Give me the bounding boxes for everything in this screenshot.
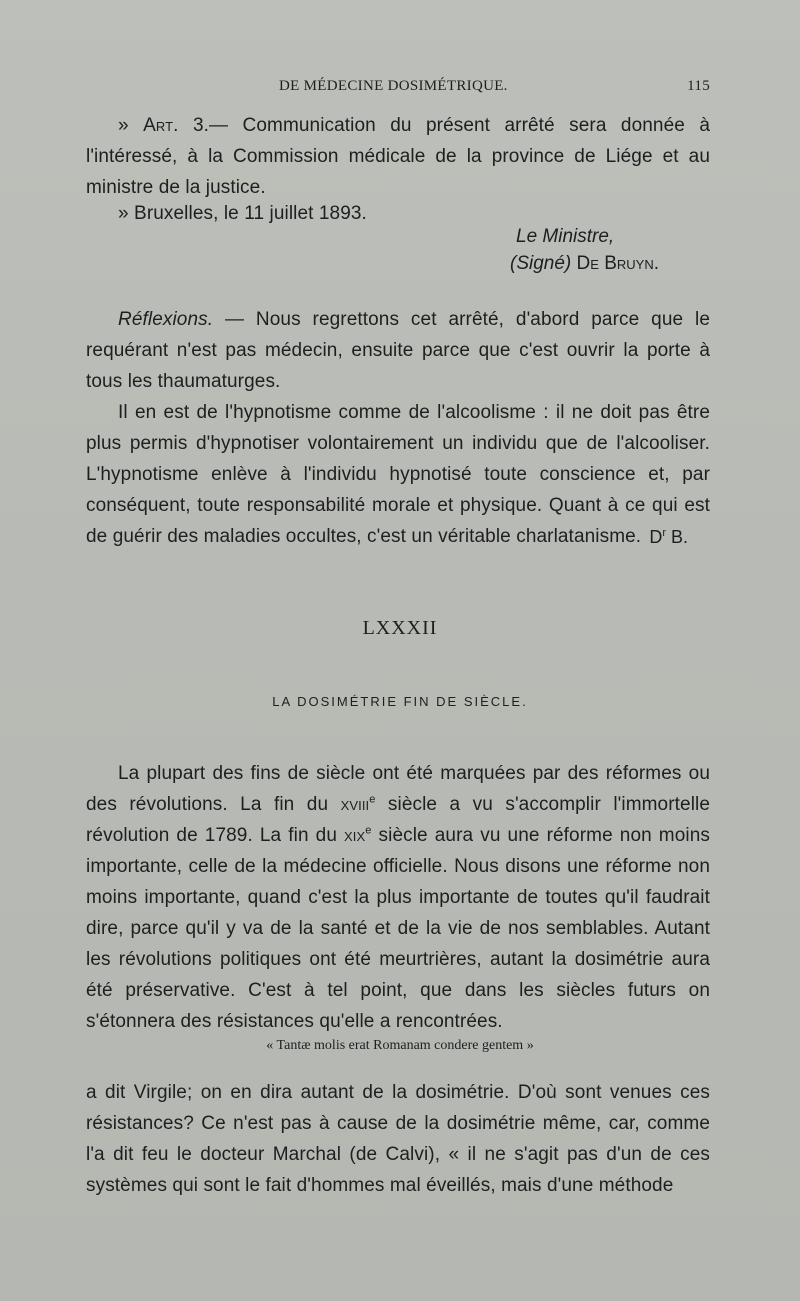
signature-line [510,253,659,275]
reflections-section [86,304,710,552]
article-paragraph-1: La plupart des fins de siècle ont été marquées par des réformes ou des révolutions. La fin du xviii$^e$ siècle a vu s'accomplir l'immortelle révolution de 1789. La fin du xix$^e$ siècle aura vu une réforme non moins importante, celle de la médecine officielle. Nous disons une réforme non moins importante, quand c'est la plus importante de toutes qu'il faudrait dire, parce qu'il y va de la santé et de la vie de nos semblables. Autant les révolutions politiques ont été meurtrières, autant la dosimétrie aura été préservative. C'est à tel point, que dans les siècles futurs on s'étonnera des résistances qu'elle a rencontrées. [86,763,710,1032]
decree-article-paragraph [86,110,710,203]
chapter-number: LXXXII [362,617,438,639]
article-text: 3.— Communication du présent arrêté sera donnée à l'intéressé, à la Commission médicale de la province de Liége et au ministre de la justice. [86,115,710,198]
reflections-paragraph-2: Il en est de l'hypnotisme comme de l'alcoolisme : il ne doit pas être plus permis d'hypnotiser volontairement un individu que de l'alcooliser. L'hypnotisme enlève à l'individu hypnotisé toute conscience et, par conséquent, toute responsabilité morale et physique. Quant à ce qui est de guérir des maladies occultes, c'est un véritable charlatanisme. [86,402,710,547]
article-paragraph-2: a dit Virgile; on en dira autant de la dosimétrie. D'où sont venues ces résistances? Ce n'est pas à cause de la dosimétrie même, car, comme l'a dit feu le docteur Marchal (de Calvi), « il ne s'agit pas d'un de ces systèmes qui sont le fait d'hommes mal éveillés, mais d'une méthode [86,1082,710,1196]
latin-quote: « Tantæ molis erat Romanam condere gentem » [266,1038,534,1053]
signed-label: (Signé) [510,253,572,274]
running-title: DE MÉDECINE DOSIMÉTRIQUE. [279,78,508,94]
reflections-label: Réflexions. [118,309,214,330]
decree-place-date: » Bruxelles, le 11 juillet 1893. [118,203,367,224]
chapter-title: LA DOSIMÉTRIE FIN DE SIÈCLE. [272,694,528,709]
reflections-text: — Nous regrettons cet arrêté, d'abord parce que le requérant n'est pas médecin, ensuite parce que c'est ouvrir la porte à tous les thaumaturges. [86,309,710,392]
signed-name: De Bruyn. [576,253,659,274]
article-label: Art. [143,115,179,136]
reflections-paragraph-1 [86,304,710,397]
decree-quote-mark: » [118,115,144,136]
minister-title: Le Ministre, [516,226,615,247]
page-number: 115 [687,78,710,94]
author-signature: $D^r$ B. [649,527,688,547]
page-header [84,78,710,100]
